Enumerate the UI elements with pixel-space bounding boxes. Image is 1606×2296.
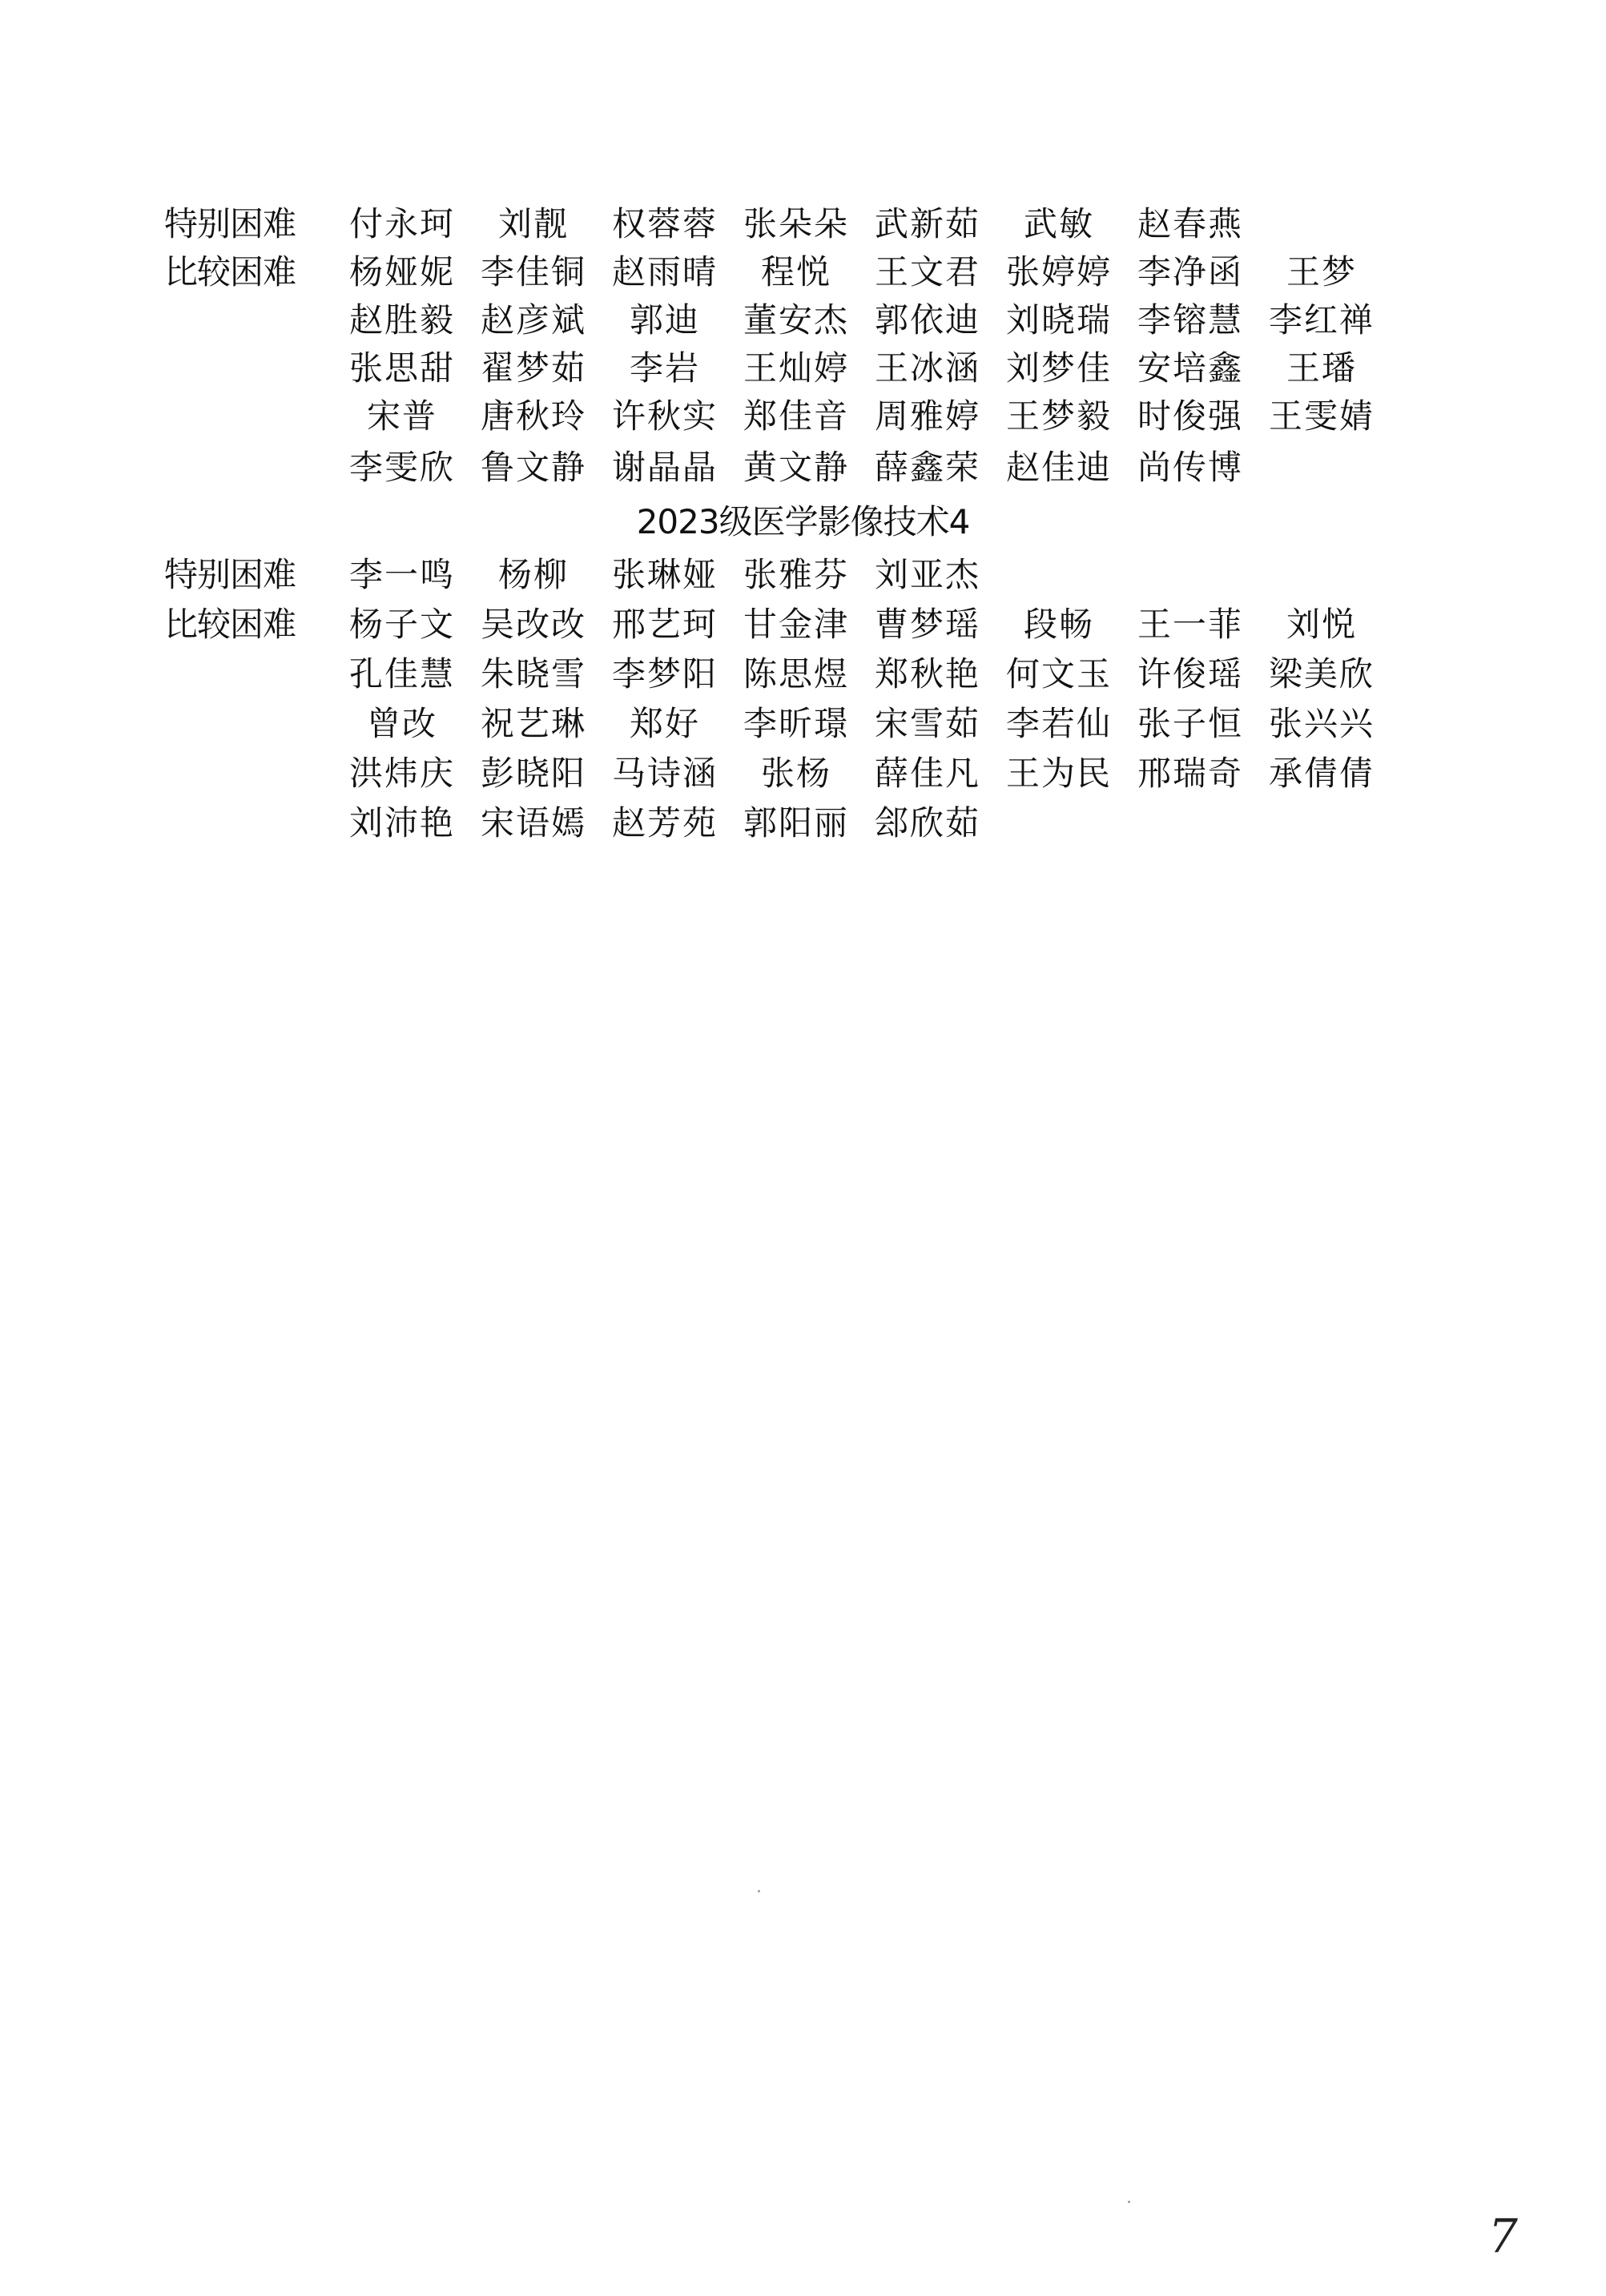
student-name: 董安杰 (743, 300, 849, 340)
student-name: 祝艺琳 (480, 704, 586, 743)
student-name: 李昕璟 (743, 704, 849, 743)
student-name: 王文君 (874, 252, 980, 292)
student-name: 张思甜 (348, 348, 455, 388)
student-name: 赵春燕 (1137, 204, 1243, 243)
student-name: 马诗涵 (611, 754, 718, 793)
student-name: 赵佳迪 (1005, 448, 1112, 487)
student-name: 赵胜毅 (348, 300, 455, 340)
student-name: 杨子文 (348, 605, 455, 644)
student-name: 邢艺珂 (611, 605, 718, 644)
special-difficulty-label: 特别困难 (164, 555, 296, 594)
student-name: 刘靓 (497, 204, 569, 243)
student-name: 王灿婷 (743, 348, 849, 388)
student-name: 谢晶晶 (611, 448, 718, 487)
student-name: 朱晓雪 (480, 654, 586, 694)
student-name: 薛鑫荣 (874, 448, 980, 487)
student-name: 张朵朵 (743, 204, 849, 243)
student-name: 武敏 (1023, 204, 1094, 243)
student-name: 陈思煜 (743, 654, 849, 694)
student-name: 洪炜庆 (348, 754, 455, 793)
student-name: 宋雪茹 (874, 704, 980, 743)
student-name: 翟梦茹 (480, 348, 586, 388)
student-name: 张婷婷 (1005, 252, 1112, 292)
student-name: 曹梦瑶 (874, 605, 980, 644)
student-name: 邢瑞奇 (1137, 754, 1243, 793)
student-name: 李若仙 (1005, 704, 1112, 743)
student-name: 李一鸣 (348, 555, 455, 594)
student-name: 郭迪 (629, 300, 700, 340)
student-name: 刘晓瑞 (1005, 300, 1112, 340)
student-name: 李红禅 (1268, 300, 1375, 340)
relative-difficulty-label: 比较困难 (164, 605, 296, 644)
student-name: 武新茹 (874, 204, 980, 243)
student-name: 李净函 (1137, 252, 1243, 292)
student-name: 尚传博 (1137, 448, 1243, 487)
student-name: 张雅芬 (743, 555, 849, 594)
scan-speck (1128, 2201, 1130, 2203)
student-name: 王梦 (1286, 252, 1357, 292)
student-name: 李岩 (629, 348, 700, 388)
student-name: 郭依迪 (874, 300, 980, 340)
student-name: 承倩倩 (1268, 754, 1375, 793)
student-name: 李梦阳 (611, 654, 718, 694)
student-name: 张子恒 (1137, 704, 1243, 743)
student-name: 付永珂 (348, 204, 455, 243)
student-name: 曾改 (366, 704, 437, 743)
student-name: 李佳铜 (480, 252, 586, 292)
student-name: 张琳娅 (611, 555, 718, 594)
student-name: 王雯婧 (1268, 396, 1375, 436)
student-name: 程悦 (760, 252, 831, 292)
student-name: 许秋实 (611, 396, 718, 436)
student-name: 郑秋艳 (874, 654, 980, 694)
student-name: 郐欣茹 (874, 803, 980, 842)
student-name: 赵彦斌 (480, 300, 586, 340)
student-name: 赵雨晴 (611, 252, 718, 292)
student-name: 彭晓阳 (480, 754, 586, 793)
student-name: 郑佳音 (743, 396, 849, 436)
scan-speck (758, 1890, 760, 1892)
student-name: 杨柳 (497, 555, 569, 594)
student-name: 吴改改 (480, 605, 586, 644)
student-name: 宋普 (366, 396, 437, 436)
student-name: 薛佳凡 (874, 754, 980, 793)
page-number: 7 (1488, 2209, 1518, 2263)
student-name: 刘梦佳 (1005, 348, 1112, 388)
student-name: 王冰涵 (874, 348, 980, 388)
student-name: 甘金津 (743, 605, 849, 644)
student-name: 王为民 (1005, 754, 1112, 793)
student-name: 张杨 (760, 754, 831, 793)
student-name: 鲁文静 (480, 448, 586, 487)
student-name: 权蓉蓉 (611, 204, 718, 243)
student-name: 李雯欣 (348, 448, 455, 487)
student-name: 时俊强 (1137, 396, 1243, 436)
student-name: 何文玉 (1005, 654, 1112, 694)
student-name: 刘悦 (1286, 605, 1357, 644)
student-name: 安培鑫 (1137, 348, 1243, 388)
student-name: 张兴兴 (1268, 704, 1375, 743)
student-name: 李镕慧 (1137, 300, 1243, 340)
student-name: 唐秋玲 (480, 396, 586, 436)
student-name: 王梦毅 (1005, 396, 1112, 436)
student-name: 郭阳丽 (743, 803, 849, 842)
special-difficulty-label: 特别困难 (164, 204, 296, 243)
class-section-title: 2023级医学影像技术4 (636, 502, 970, 541)
student-name: 周雅婷 (874, 396, 980, 436)
relative-difficulty-label: 比较困难 (164, 252, 296, 292)
student-name: 郑好 (629, 704, 700, 743)
student-name: 许俊瑶 (1137, 654, 1243, 694)
student-name: 刘亚杰 (874, 555, 980, 594)
student-name: 段畅 (1023, 605, 1094, 644)
student-name: 杨娅妮 (348, 252, 455, 292)
student-name: 孔佳慧 (348, 654, 455, 694)
student-name: 黄文静 (743, 448, 849, 487)
student-name: 王一菲 (1137, 605, 1243, 644)
student-name: 宋语嫣 (480, 803, 586, 842)
student-name: 王璠 (1286, 348, 1357, 388)
student-name: 梁美欣 (1268, 654, 1375, 694)
student-name: 刘沛艳 (348, 803, 455, 842)
student-name: 赵芳苑 (611, 803, 718, 842)
